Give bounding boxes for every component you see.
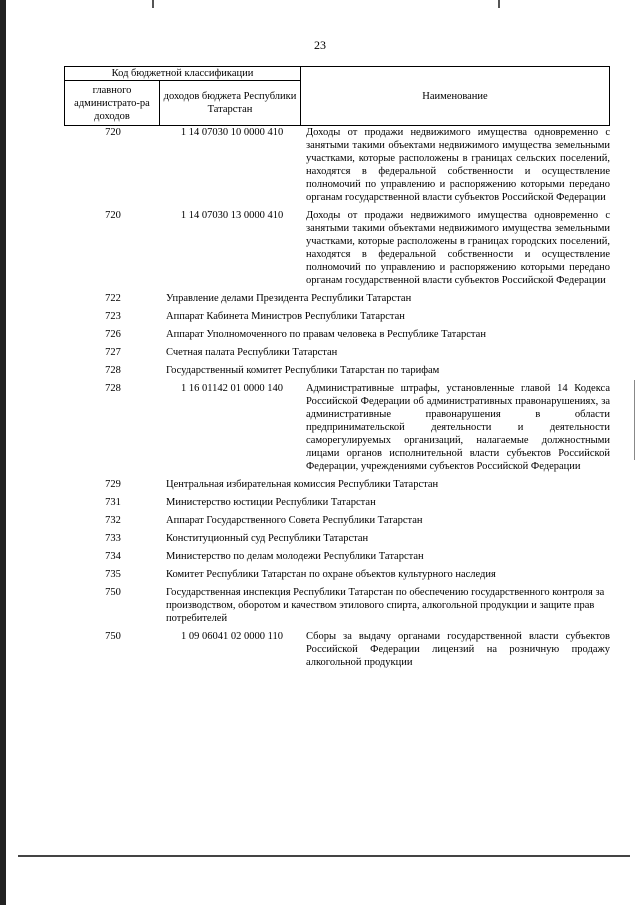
admin-code: 731 <box>105 497 121 508</box>
table-row <box>64 310 610 323</box>
table-row <box>64 364 610 377</box>
admin-code: 728 <box>105 365 121 376</box>
income-code: 1 14 07030 10 0000 410 <box>180 127 284 138</box>
table-body <box>64 126 610 674</box>
admin-code: 733 <box>105 533 121 544</box>
table-header <box>64 66 610 126</box>
header-group: Код бюджетной классификации <box>65 67 301 81</box>
row-description: Конституционный суд Республики Татарстан <box>166 533 369 544</box>
row-description: Доходы от продажи недвижимого имущества одновременно с занятыми такими объектами недвижимого имущества земельными участками, которые расположены в границах городских поселений, находятся в федеральной собственности и осуществление полномочий по управлению и распоряжению которыми передано органам государственной власти субъектов Российской Федерации <box>306 210 610 286</box>
row-description: Аппарат Кабинета Министров Республики Татарстан <box>166 311 405 322</box>
row-description: Счетная палата Республики Татарстан <box>166 347 338 358</box>
income-code: 1 14 07030 13 0000 410 <box>180 210 284 221</box>
admin-code: 727 <box>105 347 121 358</box>
table-row <box>64 292 610 305</box>
table-row <box>64 346 610 359</box>
admin-code: 722 <box>105 293 121 304</box>
admin-code: 726 <box>105 329 121 340</box>
header-admin-col: главного администрато-ра доходов <box>65 81 160 126</box>
table-row <box>64 382 610 473</box>
admin-code: 750 <box>105 631 121 642</box>
table-row <box>64 496 610 509</box>
row-description: Доходы от продажи недвижимого имущества одновременно с занятыми такими объектами недвижимого имущества земельными участками, которые расположены в границах сельских поселений, находятся в федеральной собственности и осуществление полномочий по управлению и распоряжению которыми передано органам государственной власти субъектов Российской Федерации <box>306 127 610 203</box>
row-description: Аппарат Уполномоченного по правам человека в Республике Татарстан <box>166 329 486 340</box>
admin-code: 729 <box>105 479 121 490</box>
admin-code: 720 <box>105 210 121 221</box>
table-row <box>64 532 610 545</box>
table-row <box>64 586 610 625</box>
admin-code: 735 <box>105 569 121 580</box>
scan-right-mark <box>634 380 635 460</box>
row-description: Министерство по делам молодежи Республики Татарстан <box>166 551 424 562</box>
row-description: Управление делами Президента Республики Татарстан <box>166 293 412 304</box>
table-row <box>64 514 610 527</box>
admin-code: 750 <box>105 587 121 598</box>
scan-mark <box>152 0 154 8</box>
admin-code: 723 <box>105 311 121 322</box>
row-description: Центральная избирательная комиссия Республики Татарстан <box>166 479 439 490</box>
admin-code: 734 <box>105 551 121 562</box>
income-code: 1 09 06041 02 0000 110 <box>181 631 283 642</box>
table-row <box>64 478 610 491</box>
admin-code: 732 <box>105 515 121 526</box>
header-name-col: Наименование <box>301 67 610 126</box>
table-row <box>64 550 610 563</box>
row-description: Административные штрафы, установленные главой 14 Кодекса Российской Федерации об административных правонарушениях, за административные правонарушения в области предпринимательской деятельности и деятельности саморегулируемых организаций, налагаемые должностными лицами органов исполнительной власти субъектов Российской Федерации, учреждениями субъектов Российской Федерации <box>306 383 610 472</box>
page-number: 23 <box>314 38 326 52</box>
table-row <box>64 328 610 341</box>
scan-left-edge <box>0 0 6 905</box>
admin-code: 720 <box>105 127 121 138</box>
admin-code: 728 <box>105 383 121 394</box>
table-row <box>64 209 610 287</box>
row-description: Комитет Республики Татарстан по охране объектов культурного наследия <box>166 569 496 580</box>
row-description: Сборы за выдачу органами государственной власти субъектов Российской Федерации лицензий на розничную продажу алкогольной продукции <box>306 631 610 668</box>
row-description: Министерство юстиции Республики Татарстан <box>166 497 376 508</box>
table-row <box>64 568 610 581</box>
income-code: 1 16 01142 01 0000 140 <box>181 383 283 394</box>
scan-mark <box>498 0 500 8</box>
row-description: Государственный комитет Республики Татарстан по тарифам <box>166 365 440 376</box>
header-income-col: доходов бюджета Республики Татарстан <box>160 81 301 126</box>
table-row <box>64 630 610 669</box>
table-row <box>64 126 610 204</box>
row-description: Аппарат Государственного Совета Республики Татарстан <box>166 515 423 526</box>
scan-bottom-line <box>18 855 630 857</box>
row-description: Государственная инспекция Республики Татарстан по обеспечению государственного контроля за производством, оборотом и качеством этилового спирта, алкогольной продукции и защите прав потребителей <box>166 587 605 624</box>
